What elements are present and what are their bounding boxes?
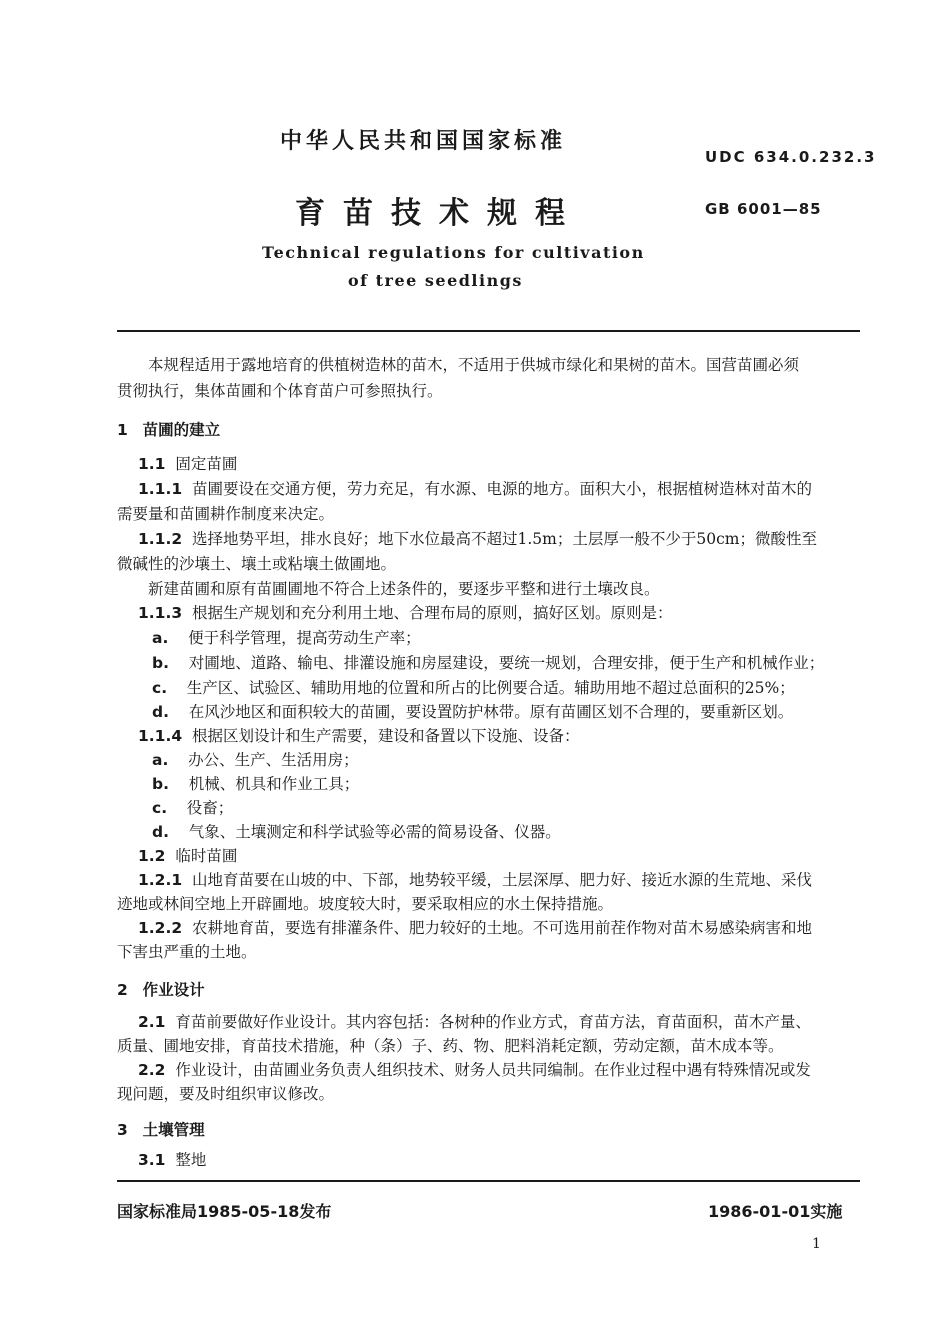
clause-number: 2.2 <box>138 1061 166 1079</box>
list-item: d. 在风沙地区和面积较大的苗圃，要设置防护林带。原有苗圃区划不合理的，要重新区划。 <box>152 703 794 721</box>
section-number: 3 <box>117 1121 128 1139</box>
effective-date: 1986-01-01实施 <box>708 1202 843 1221</box>
subsection-heading <box>138 1148 206 1170</box>
document-title: 育苗技术规程 <box>295 196 583 231</box>
clause-line: 2.1 育苗前要做好作业设计。其内容包括：各树种的作业方式，育苗方法，育苗面积，苗木产量、 <box>138 1013 811 1031</box>
list-item: d. 气象、土壤测定和科学试验等必需的简易设备、仪器。 <box>152 823 561 841</box>
list-item: c. 生产区、试验区、辅助用地的位置和所占的比例要合适。辅助用地不超过总面积的25%； <box>152 679 795 697</box>
list-item: a. 办公、生产、生活用房； <box>152 751 359 769</box>
list-item: a. 便于科学管理，提高劳动生产率； <box>152 629 421 647</box>
section-title: 整地 <box>175 1151 207 1169</box>
clause-line: 2.2 作业设计，由苗圃业务负责人组织技术、财务人员共同编制。在作业过程中遇有特殊情况或发 <box>138 1061 811 1079</box>
section-heading <box>117 418 220 440</box>
list-item: b. 机械、机具和作业工具； <box>152 775 360 793</box>
subsection-heading <box>138 452 237 474</box>
clause-number: 1.1.4 <box>138 727 183 745</box>
clause-line: 迹地或林间空地上开辟圃地。坡度较大时，要采取相应的水土保持措施。 <box>117 895 614 913</box>
intro-line: 贯彻执行，集体苗圃和个体育苗户可参照执行。 <box>117 382 443 400</box>
clause-line: 需要量和苗圃耕作制度来决定。 <box>117 505 335 523</box>
section-heading <box>117 978 205 1000</box>
clause-line: 1.2.2 农耕地育苗，要选有排灌条件、肥力较好的土地。不可选用前茬作物对苗木易感染病害和地 <box>138 919 813 937</box>
header-divider <box>117 330 860 332</box>
clause-number: 2.1 <box>138 1013 166 1031</box>
list-item: c. 役畜； <box>152 799 234 817</box>
list-item: b. 对圃地、道路、输电、排灌设施和房屋建设，要统一规划，合理安排，便于生产和机械作业； <box>152 654 825 672</box>
clause-line: 1.2.1 山地育苗要在山坡的中、下部，地势较平缓，土层深厚、肥力好、接近水源的生荒地、采伐 <box>138 871 813 889</box>
issued-date: 国家标准局1985-05-18发布 <box>117 1202 332 1221</box>
clause-line: 下害虫严重的土地。 <box>117 943 257 961</box>
section-title: 临时苗圃 <box>175 847 238 865</box>
english-title-line1: Technical regulations for cultivation <box>262 243 645 262</box>
section-number: 1.2 <box>138 847 166 865</box>
clause-number: 1.2.2 <box>138 919 183 937</box>
section-number: 3.1 <box>138 1151 166 1169</box>
clause-line: 质量、圃地安排，育苗技术措施，种（条）子、药、物、肥料消耗定额，劳动定额，苗木成本等。 <box>117 1037 784 1055</box>
section-number: 2 <box>117 981 128 999</box>
clause-line: 新建苗圃和原有苗圃圃地不符合上述条件的，要逐步平整和进行土壤改良。 <box>148 580 660 598</box>
clause-number: 1.1.2 <box>138 530 183 548</box>
section-title: 固定苗圃 <box>175 455 238 473</box>
national-standard-heading: 中华人民共和国国家标准 <box>280 129 567 154</box>
clause-line: 1.1.1 苗圃要设在交通方便，劳力充足，有水源、电源的地方。面积大小，根据植树造林对苗木的 <box>138 480 813 498</box>
section-number: 1 <box>117 421 128 439</box>
clause-line: 1.1.3 根据生产规划和充分利用土地、合理布局的原则，搞好区划。原则是： <box>138 604 673 622</box>
clause-line: 现问题，要及时组织审议修改。 <box>117 1085 335 1103</box>
section-title: 苗圃的建立 <box>142 421 221 439</box>
clause-number: 1.1.3 <box>138 604 183 622</box>
intro-line: 本规程适用于露地培育的供植树造林的苗木，不适用于供城市绿化和果树的苗木。国营苗圃必须 <box>148 356 800 374</box>
clause-line: 1.1.4 根据区划设计和生产需要，建设和备置以下设施、设备： <box>138 727 580 745</box>
udc-code: UDC 634.0.232.3 <box>705 148 877 166</box>
footer-divider <box>117 1180 860 1182</box>
clause-line: 微碱性的沙壤土、壤土或粘壤土做圃地。 <box>117 555 397 573</box>
section-title: 作业设计 <box>142 981 205 999</box>
gb-code: GB 6001—85 <box>705 200 822 218</box>
section-heading <box>117 1118 205 1140</box>
clause-line: 1.1.2 选择地势平坦，排水良好；地下水位最高不超过1.5m；土层厚一般不少于50cm；微酸性至 <box>138 530 817 548</box>
page-number: 1 <box>812 1236 821 1252</box>
english-title-line2: of tree seedlings <box>348 271 523 290</box>
section-number: 1.1 <box>138 455 166 473</box>
clause-number: 1.2.1 <box>138 871 183 889</box>
section-title: 土壤管理 <box>142 1121 205 1139</box>
subsection-heading <box>138 844 237 866</box>
clause-number: 1.1.1 <box>138 480 183 498</box>
